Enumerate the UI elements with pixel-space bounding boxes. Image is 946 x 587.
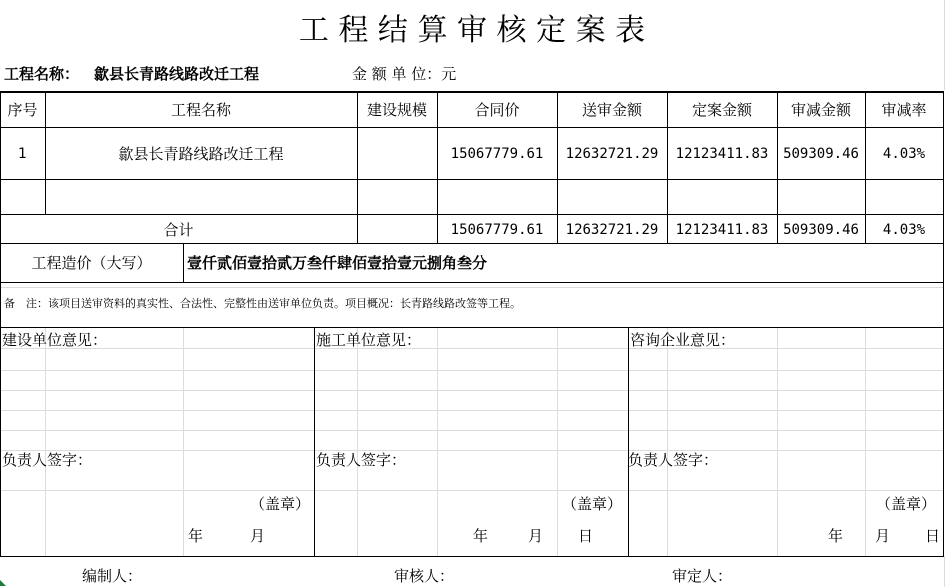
date-year: 年 xyxy=(828,527,844,545)
col-header-contract: 合同价 xyxy=(474,101,520,119)
row-contract: 15067779.61 xyxy=(450,146,544,162)
approver-label: 审定人： xyxy=(672,567,733,585)
date-month: 月 xyxy=(875,527,891,545)
row-project-name: 歙县长青路线路改迁工程 xyxy=(118,145,284,163)
seal-label: （盖章） xyxy=(876,495,937,513)
col-header-reduced: 审减金额 xyxy=(790,101,851,119)
compiler-label: 编制人： xyxy=(82,567,143,585)
total-reduced: 509309.46 xyxy=(783,222,859,238)
seal-label: （盖章） xyxy=(562,495,623,513)
total-submitted: 12632721.29 xyxy=(565,222,659,238)
note-text: 备 注：该项目送审资料的真实性、合法性、完整性由送审单位负责。项目概况：长青路线路改签等工程。 xyxy=(4,297,521,310)
sign-label: 负责人签字： xyxy=(628,451,719,469)
cost-caps-value: 壹仟贰佰壹拾贰万叁仟肆佰壹拾壹元捌角叁分 xyxy=(187,254,488,272)
row-index: 1 xyxy=(18,146,27,162)
total-contract: 15067779.61 xyxy=(450,222,544,238)
project-name-value: 歙县长青路线路改迁工程 xyxy=(94,65,260,83)
opinion-title: 咨询企业意见： xyxy=(630,331,736,349)
col-header-index: 序号 xyxy=(7,101,38,119)
date-year: 年 xyxy=(473,527,489,545)
total-rate: 4.03% xyxy=(882,222,926,238)
project-name-label: 工程名称： xyxy=(4,65,80,83)
reviewer-label: 审核人： xyxy=(394,567,455,585)
sign-label: 负责人签字： xyxy=(316,451,407,469)
col-header-rate: 审减率 xyxy=(881,101,927,119)
col-header-submitted: 送审金额 xyxy=(581,101,642,119)
cell-selection-marker xyxy=(0,580,6,586)
seal-label: （盖章） xyxy=(250,495,311,513)
opinion-title: 施工单位意见： xyxy=(316,331,422,349)
sign-label: 负责人签字： xyxy=(2,451,93,469)
row-rate: 4.03% xyxy=(882,146,926,162)
amount-unit: 金 额 单 位：元 xyxy=(352,65,457,83)
date-month: 月 xyxy=(250,527,266,545)
col-header-approved: 定案金额 xyxy=(691,101,752,119)
col-header-name: 工程名称 xyxy=(170,101,231,119)
row-reduced: 509309.46 xyxy=(783,146,859,162)
total-approved: 12123411.83 xyxy=(675,222,769,238)
cost-caps-label: 工程造价（大写） xyxy=(31,254,152,272)
date-month: 月 xyxy=(528,527,544,545)
opinion-title: 建设单位意见： xyxy=(2,331,108,349)
date-year: 年 xyxy=(188,527,204,545)
row-approved: 12123411.83 xyxy=(675,146,769,162)
col-header-scale: 建设规模 xyxy=(366,101,427,119)
date-day: 日 xyxy=(578,527,594,545)
page-title: 工 程 结 算 审 核 定 案 表 xyxy=(298,13,646,48)
date-day: 日 xyxy=(925,527,941,545)
total-label: 合计 xyxy=(163,221,194,239)
row-submitted: 12632721.29 xyxy=(565,146,659,162)
